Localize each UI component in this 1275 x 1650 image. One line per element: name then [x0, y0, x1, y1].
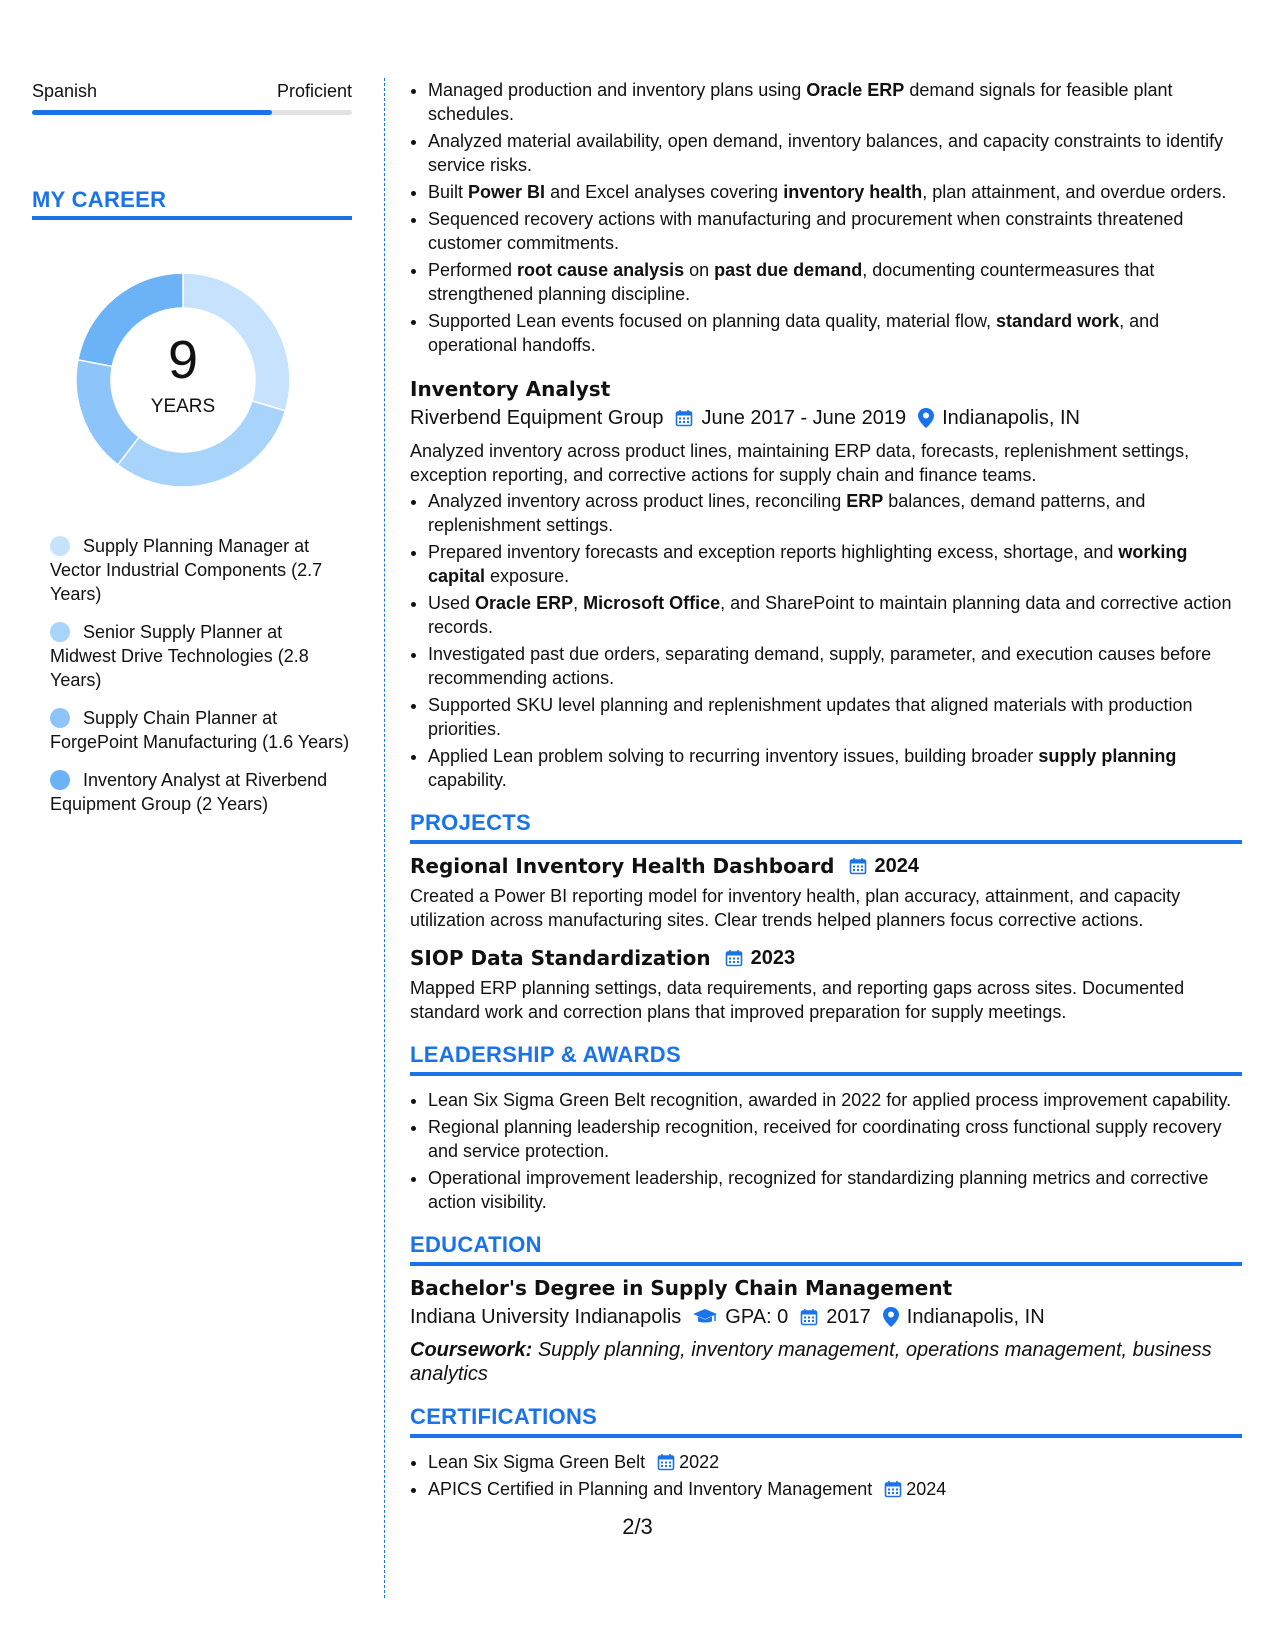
- legend-label: Supply Chain Planner at ForgePoint Manufacturing (1.6 Years): [50, 708, 350, 752]
- certification-year: 2022: [679, 1452, 720, 1472]
- certification-year: 2024: [906, 1479, 947, 1499]
- previous-job-bullet: • Analyzed material availability, open demand, inventory balances, and capacity constraints to identify service risks.: [428, 129, 1242, 177]
- right-column: [410, 78, 1242, 1504]
- certification-name: • APICS Certified in Planning and Inventory Management: [428, 1479, 873, 1499]
- graduation-cap-icon: [693, 1308, 717, 1326]
- education-coursework: [410, 1338, 1242, 1386]
- legend-dot: [50, 708, 70, 728]
- project-year: 2023: [750, 947, 796, 969]
- calendar-icon: [884, 1480, 902, 1498]
- project-year: 2024: [874, 855, 920, 877]
- education-year: 2017: [826, 1306, 871, 1328]
- legend-dot: [50, 622, 70, 642]
- education-school: Indiana University Indianapolis: [410, 1306, 682, 1328]
- job-company: Riverbend Equipment Group: [410, 407, 664, 429]
- job-meta: [410, 403, 1242, 433]
- certification-name: • Lean Six Sigma Green Belt: [428, 1452, 646, 1472]
- legend-label: Supply Planning Manager at Vector Industrial Components (2.7 Years): [50, 536, 323, 604]
- legend-dot: [50, 536, 70, 556]
- certification-item: [428, 1477, 1242, 1501]
- certification-item: [428, 1450, 1242, 1474]
- education-gpa: GPA: 0: [725, 1306, 789, 1328]
- awards-section-title: LEADERSHIP & AWARDS: [410, 1042, 1242, 1076]
- education-meta: [410, 1302, 1242, 1332]
- career-legend: [50, 534, 352, 816]
- coursework-label: Coursework:: [410, 1339, 533, 1361]
- career-legend-item: [50, 768, 352, 816]
- previous-job-bullet: • Managed production and inventory plans using Oracle ERP demand signals for feasible plant schedules.: [428, 78, 1242, 126]
- language-name: Spanish: [32, 81, 98, 101]
- project-item: [410, 944, 1242, 1024]
- job-bullet: • Applied Lean problem solving to recurring inventory issues, building broader supply planning capability.: [428, 744, 1242, 792]
- job-bullet: • Used Oracle ERP, Microsoft Office, and SharePoint to maintain planning data and corrective action records.: [428, 591, 1242, 639]
- calendar-icon: [849, 857, 867, 875]
- previous-job-bullet: • Built Power BI and Excel analyses covering inventory health, plan attainment, and overdue orders.: [428, 180, 1242, 204]
- projects-section-title: PROJECTS: [410, 810, 1242, 844]
- legend-dot: [50, 770, 70, 790]
- left-column: [32, 78, 352, 830]
- education-section-title: EDUCATION: [410, 1232, 1242, 1266]
- award-item: • Operational improvement leadership, recognized for standardizing planning metrics and corrective action visibility.: [428, 1166, 1242, 1214]
- project-description: Created a Power BI reporting model for inventory health, plan accuracy, attainment, and capacity utilization across manufacturing sites. Clear trends helped planners focus corrective actions.: [410, 886, 1181, 930]
- project-item: [410, 852, 1242, 932]
- coursework-text: Supply planning, inventory management, operations management, business analytics: [410, 1339, 1212, 1385]
- career-total-unit: YEARS: [150, 396, 216, 417]
- previous-job-bullets: [410, 78, 1242, 357]
- job-location: Indianapolis, IN: [942, 407, 1080, 429]
- previous-job-bullet: • Supported Lean events focused on planning data quality, material flow, standard work, and operational handoffs.: [428, 309, 1242, 357]
- job-bullet: • Investigated past due orders, separating demand, supply, parameter, and execution causes before recommending actions.: [428, 642, 1242, 690]
- career-legend-item: [50, 534, 352, 606]
- calendar-icon: [657, 1453, 675, 1471]
- education-degree: Bachelor's Degree in Supply Chain Management: [410, 1276, 953, 1300]
- calendar-icon: [675, 409, 693, 427]
- project-name: Regional Inventory Health Dashboard: [410, 854, 835, 878]
- previous-job-bullet: • Performed root cause analysis on past due demand, documenting countermeasures that strengthened planning discipline.: [428, 258, 1242, 306]
- education-location: Indianapolis, IN: [906, 1306, 1045, 1328]
- awards-list: [410, 1088, 1242, 1214]
- career-section-title: MY CAREER: [32, 187, 352, 220]
- job-bullet: • Supported SKU level planning and replenishment updates that aligned materials with production priorities.: [428, 693, 1242, 741]
- award-item: • Regional planning leadership recognition, received for coordinating cross functional supply recovery and service protection.: [428, 1115, 1242, 1163]
- job-bullet: • Analyzed inventory across product lines, reconciling ERP balances, demand patterns, and replenishment settings.: [428, 489, 1242, 537]
- job-bullet: • Prepared inventory forecasts and exception reports highlighting excess, shortage, and working capital exposure.: [428, 540, 1242, 588]
- calendar-icon: [725, 949, 743, 967]
- map-pin-icon: [883, 1307, 899, 1327]
- career-legend-item: [50, 706, 352, 754]
- job-title: Inventory Analyst: [410, 377, 611, 401]
- job-dates: June 2017 - June 2019: [701, 407, 907, 429]
- career-donut-chart: [65, 262, 301, 498]
- career-legend-item: [50, 620, 352, 692]
- column-divider: [384, 78, 385, 1598]
- language-proficiency-fill: [32, 110, 272, 115]
- map-pin-icon: [918, 408, 934, 428]
- certifications-list: [410, 1450, 1242, 1501]
- job-summary: Analyzed inventory across product lines, maintaining ERP data, forecasts, replenishment settings, exception reporting, and corrective actions for supply chain and finance teams.: [410, 441, 1190, 485]
- legend-label: Inventory Analyst at Riverbend Equipment Group (2 Years): [50, 770, 328, 814]
- page-number: 2/3: [622, 1514, 653, 1539]
- language-level: Proficient: [276, 81, 352, 101]
- previous-job-bullet: • Sequenced recovery actions with manufacturing and procurement when constraints threatened customer commitments.: [428, 207, 1242, 255]
- certifications-section-title: CERTIFICATIONS: [410, 1404, 1242, 1438]
- calendar-icon: [800, 1308, 818, 1326]
- project-description: Mapped ERP planning settings, data requirements, and reporting gaps across sites. Documented standard work and correction plans that improved preparation for supply meetings.: [410, 978, 1185, 1022]
- language-proficiency-bar: [32, 110, 352, 115]
- legend-label: Senior Supply Planner at Midwest Drive Technologies (2.8 Years): [50, 622, 309, 690]
- project-name: SIOP Data Standardization: [410, 946, 711, 970]
- award-item: • Lean Six Sigma Green Belt recognition, awarded in 2022 for applied process improvement capability.: [428, 1088, 1242, 1112]
- career-total-years: 9: [167, 330, 199, 390]
- language-row: [32, 78, 352, 104]
- job-bullets: [410, 489, 1242, 792]
